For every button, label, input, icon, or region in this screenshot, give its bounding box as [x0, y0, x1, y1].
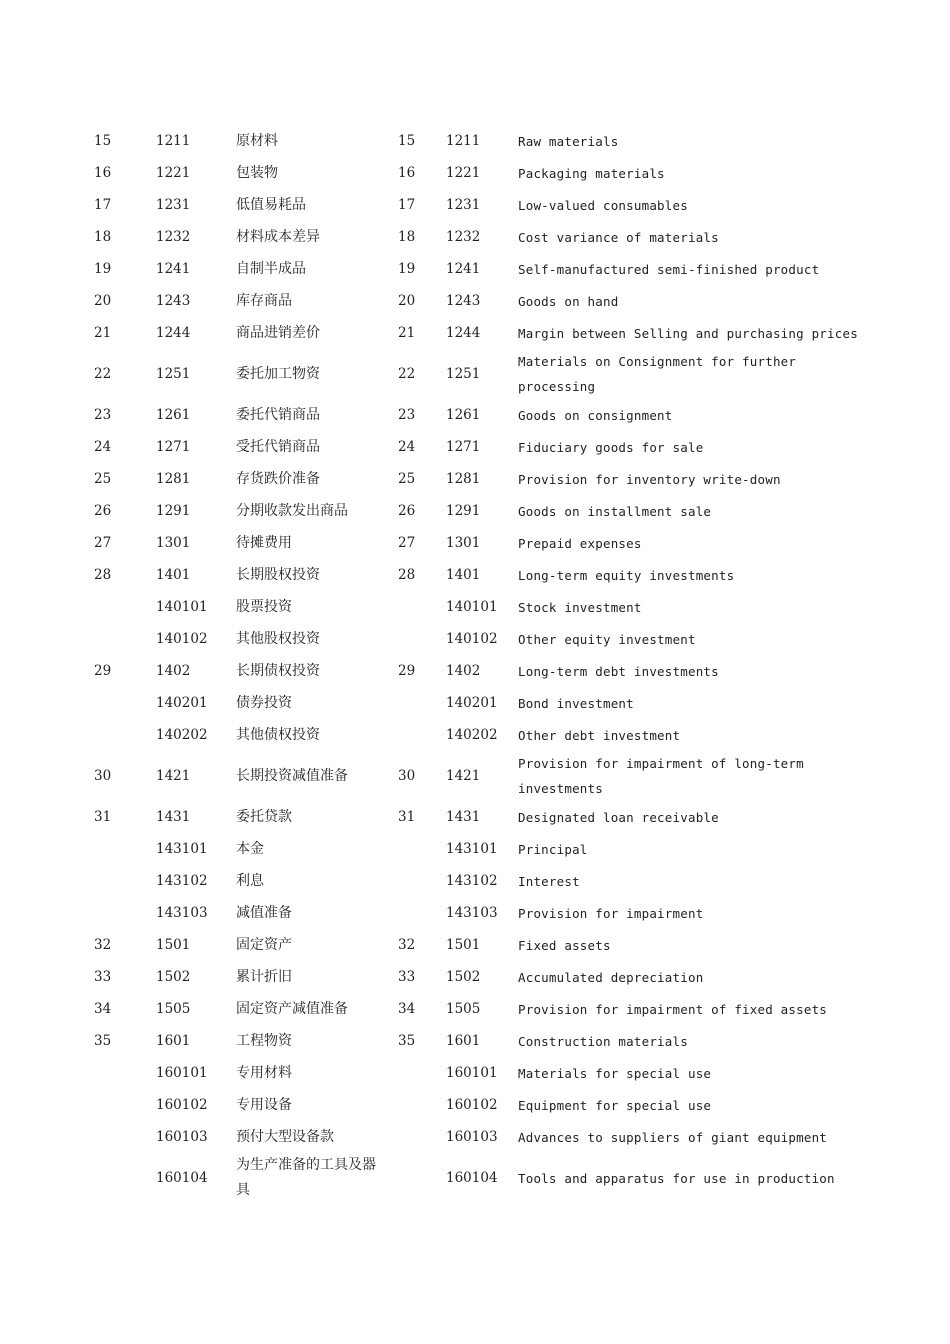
account-code-en: 160104 — [446, 1169, 498, 1186]
account-number-en: 21 — [398, 324, 416, 341]
account-name-en: Fixed assets — [518, 937, 611, 953]
account-code-cn: 1232 — [156, 228, 191, 245]
account-name-en: Accumulated depreciation — [518, 969, 704, 985]
table-row — [80, 189, 880, 221]
account-name-cn: 委托贷款 — [236, 808, 292, 825]
account-name-en: Self-manufactured semi-finished product — [518, 261, 820, 277]
table-row — [80, 1153, 880, 1203]
table-row — [80, 897, 880, 929]
account-number-en: 19 — [398, 260, 416, 277]
account-number-en: 22 — [398, 365, 416, 382]
account-number-cn: 20 — [94, 292, 112, 309]
account-code-en: 1244 — [446, 324, 481, 341]
account-name-en: Long-term debt investments — [518, 663, 719, 679]
table-row — [80, 1057, 880, 1089]
account-name-cn: 预付大型设备款 — [236, 1128, 334, 1145]
account-number-cn: 27 — [94, 534, 112, 551]
account-code-en: 1271 — [446, 438, 481, 455]
account-name-cn: 股票投资 — [236, 598, 292, 615]
account-code-cn: 140201 — [156, 694, 208, 711]
account-name-cn: 长期债权投资 — [236, 662, 320, 679]
account-name-en: Goods on consignment — [518, 407, 673, 423]
account-code-cn: 143101 — [156, 840, 208, 857]
account-name-en: Designated loan receivable — [518, 809, 719, 825]
account-code-en: 143102 — [446, 872, 498, 889]
table-row — [80, 1121, 880, 1153]
account-number-en: 33 — [398, 968, 416, 985]
table-row — [80, 399, 880, 431]
account-name-en: Low-valued consumables — [518, 197, 688, 213]
account-code-en: 1401 — [446, 566, 481, 583]
table-row — [80, 591, 880, 623]
account-name-en: Other equity investment — [518, 631, 696, 647]
account-code-en: 1261 — [446, 406, 481, 423]
table-row — [80, 157, 880, 189]
account-number-cn: 35 — [94, 1032, 112, 1049]
account-code-en: 1241 — [446, 260, 481, 277]
account-name-cn: 自制半成品 — [236, 260, 306, 277]
account-number-cn: 34 — [94, 1000, 112, 1017]
account-name-cn: 工程物资 — [236, 1032, 292, 1049]
account-name-cn: 本金 — [236, 840, 264, 857]
table-row — [80, 655, 880, 687]
table-row — [80, 929, 880, 961]
account-name-en: Materials on Consignment for further processing — [518, 354, 797, 394]
account-code-en: 160102 — [446, 1096, 498, 1113]
account-number-cn: 25 — [94, 470, 112, 487]
account-number-cn: 28 — [94, 566, 112, 583]
account-number-cn: 22 — [94, 365, 112, 382]
account-code-en: 1505 — [446, 1000, 481, 1017]
account-number-cn: 32 — [94, 936, 112, 953]
account-name-en: Goods on hand — [518, 293, 619, 309]
account-name-en: Materials for special use — [518, 1065, 712, 1081]
account-name-cn: 累计折旧 — [236, 968, 292, 985]
account-code-en: 1243 — [446, 292, 481, 309]
account-name-cn: 长期投资减值准备 — [236, 767, 348, 784]
account-code-en: 143101 — [446, 840, 498, 857]
account-name-en: Other debt investment — [518, 727, 681, 743]
account-code-cn: 140202 — [156, 726, 208, 743]
account-code-cn: 160103 — [156, 1128, 208, 1145]
account-code-cn: 1291 — [156, 502, 191, 519]
account-name-en: Margin between Selling and purchasing prices — [518, 325, 858, 341]
account-number-en: 20 — [398, 292, 416, 309]
account-name-cn: 减值准备 — [236, 904, 292, 921]
account-code-cn: 160104 — [156, 1169, 208, 1186]
account-code-cn: 1502 — [156, 968, 191, 985]
account-number-en: 25 — [398, 470, 416, 487]
account-name-en: Provision for inventory write-down — [518, 471, 781, 487]
account-code-en: 140102 — [446, 630, 498, 647]
account-number-cn: 19 — [94, 260, 112, 277]
account-code-cn: 160102 — [156, 1096, 208, 1113]
table-row — [80, 317, 880, 349]
account-code-en: 140202 — [446, 726, 498, 743]
account-name-en: Packaging materials — [518, 165, 665, 181]
table-row — [80, 527, 880, 559]
account-code-cn: 1402 — [156, 662, 191, 679]
account-name-cn: 其他债权投资 — [236, 726, 320, 743]
account-code-cn: 143103 — [156, 904, 208, 921]
table-row — [80, 285, 880, 317]
account-code-cn: 1244 — [156, 324, 191, 341]
account-code-cn: 1281 — [156, 470, 191, 487]
account-code-cn: 160101 — [156, 1064, 208, 1081]
account-number-cn: 21 — [94, 324, 112, 341]
table-row — [80, 221, 880, 253]
account-number-cn: 18 — [94, 228, 112, 245]
account-name-cn: 专用材料 — [236, 1064, 292, 1081]
account-name-en: Prepaid expenses — [518, 535, 642, 551]
account-code-en: 140201 — [446, 694, 498, 711]
account-number-cn: 29 — [94, 662, 112, 679]
account-name-cn: 商品进销差价 — [236, 324, 320, 341]
table-row — [80, 961, 880, 993]
account-name-cn: 委托代销商品 — [236, 406, 320, 423]
table-row — [80, 1025, 880, 1057]
account-code-cn: 1601 — [156, 1032, 191, 1049]
account-name-cn: 固定资产减值准备 — [236, 1000, 348, 1017]
account-code-en: 1601 — [446, 1032, 481, 1049]
table-row — [80, 559, 880, 591]
account-code-cn: 1251 — [156, 365, 191, 382]
account-name-cn: 受托代销商品 — [236, 438, 320, 455]
account-number-cn: 15 — [94, 132, 112, 149]
account-name-cn: 债券投资 — [236, 694, 292, 711]
account-code-en: 1402 — [446, 662, 481, 679]
account-code-cn: 1221 — [156, 164, 191, 181]
account-name-en: Interest — [518, 873, 580, 889]
account-number-cn: 24 — [94, 438, 112, 455]
account-name-en: Stock investment — [518, 599, 642, 615]
account-name-en: Advances to suppliers of giant equipment — [518, 1129, 828, 1145]
account-name-cn: 包装物 — [236, 164, 278, 181]
account-name-cn: 委托加工物资 — [236, 365, 320, 382]
table-row — [80, 349, 880, 399]
account-name-cn: 专用设备 — [236, 1096, 292, 1113]
account-code-en: 140101 — [446, 598, 498, 615]
account-name-en: Provision for impairment — [518, 905, 704, 921]
table-row — [80, 865, 880, 897]
account-code-cn: 1241 — [156, 260, 191, 277]
account-number-cn: 17 — [94, 196, 112, 213]
account-number-en: 18 — [398, 228, 416, 245]
table-row — [80, 687, 880, 719]
account-name-en: Long-term equity investments — [518, 567, 735, 583]
table-row — [80, 125, 880, 157]
account-code-cn: 1501 — [156, 936, 191, 953]
account-name-en: Bond investment — [518, 695, 634, 711]
account-number-en: 35 — [398, 1032, 416, 1049]
account-name-cn: 分期收款发出商品 — [236, 502, 348, 519]
account-name-en: Raw materials — [518, 133, 619, 149]
account-code-cn: 1505 — [156, 1000, 191, 1017]
account-name-cn: 原材料 — [236, 132, 278, 149]
account-name-en: Principal — [518, 841, 588, 857]
account-code-en: 143103 — [446, 904, 498, 921]
account-name-en: Equipment for special use — [518, 1097, 712, 1113]
account-code-en: 1501 — [446, 936, 481, 953]
table-row — [80, 463, 880, 495]
account-code-en: 1301 — [446, 534, 481, 551]
account-name-cn: 低值易耗品 — [236, 196, 306, 213]
account-name-cn: 固定资产 — [236, 936, 292, 953]
account-code-cn: 1421 — [156, 767, 191, 784]
account-code-cn: 1401 — [156, 566, 191, 583]
account-number-en: 16 — [398, 164, 416, 181]
accounts-table — [80, 125, 880, 1203]
account-name-en: Fiduciary goods for sale — [518, 439, 704, 455]
account-code-cn: 1243 — [156, 292, 191, 309]
account-code-cn: 140102 — [156, 630, 208, 647]
account-code-cn: 1431 — [156, 808, 191, 825]
account-number-en: 26 — [398, 502, 416, 519]
account-number-en: 34 — [398, 1000, 416, 1017]
account-code-cn: 1301 — [156, 534, 191, 551]
account-name-cn: 长期股权投资 — [236, 566, 320, 583]
account-code-en: 1291 — [446, 502, 481, 519]
account-name-en: Cost variance of materials — [518, 229, 719, 245]
account-code-en: 1281 — [446, 470, 481, 487]
account-number-en: 30 — [398, 767, 416, 784]
account-code-cn: 1261 — [156, 406, 191, 423]
table-row — [80, 1089, 880, 1121]
account-number-cn: 33 — [94, 968, 112, 985]
account-name-cn: 存货跌价准备 — [236, 470, 320, 487]
account-code-cn: 1211 — [156, 132, 191, 149]
account-number-en: 32 — [398, 936, 416, 953]
account-code-en: 160103 — [446, 1128, 498, 1145]
table-row — [80, 751, 880, 801]
account-name-en: Tools and apparatus for use in production — [518, 1170, 835, 1186]
account-number-en: 31 — [398, 808, 416, 825]
account-name-en: Construction materials — [518, 1033, 688, 1049]
account-name-cn: 待摊费用 — [236, 534, 292, 551]
account-number-en: 17 — [398, 196, 416, 213]
account-number-cn: 31 — [94, 808, 112, 825]
table-row — [80, 993, 880, 1025]
account-name-cn: 利息 — [236, 872, 264, 889]
account-name-cn: 为生产准备的工具及器具 — [236, 1157, 376, 1198]
account-code-en: 1421 — [446, 767, 481, 784]
table-row — [80, 801, 880, 833]
account-code-en: 1502 — [446, 968, 481, 985]
account-number-en: 15 — [398, 132, 416, 149]
account-number-cn: 16 — [94, 164, 112, 181]
account-number-en: 28 — [398, 566, 416, 583]
account-code-cn: 140101 — [156, 598, 208, 615]
account-name-en: Goods on installment sale — [518, 503, 712, 519]
table-row — [80, 495, 880, 527]
table-row — [80, 719, 880, 751]
account-number-cn: 23 — [94, 406, 112, 423]
table-row — [80, 253, 880, 285]
account-name-cn: 库存商品 — [236, 292, 292, 309]
account-code-en: 1211 — [446, 132, 481, 149]
table-row — [80, 623, 880, 655]
account-name-cn: 其他股权投资 — [236, 630, 320, 647]
account-code-en: 1231 — [446, 196, 481, 213]
account-number-en: 24 — [398, 438, 416, 455]
table-row — [80, 833, 880, 865]
account-number-cn: 26 — [94, 502, 112, 519]
account-code-en: 160101 — [446, 1064, 498, 1081]
account-code-en: 1221 — [446, 164, 481, 181]
account-code-cn: 143102 — [156, 872, 208, 889]
account-name-cn: 材料成本差异 — [236, 228, 320, 245]
account-code-cn: 1231 — [156, 196, 191, 213]
account-number-en: 23 — [398, 406, 416, 423]
account-number-en: 29 — [398, 662, 416, 679]
account-code-en: 1232 — [446, 228, 481, 245]
account-number-en: 27 — [398, 534, 416, 551]
account-code-en: 1431 — [446, 808, 481, 825]
table-row — [80, 431, 880, 463]
account-name-en: Provision for impairment of fixed assets — [518, 1001, 828, 1017]
account-number-cn: 30 — [94, 767, 112, 784]
account-code-cn: 1271 — [156, 438, 191, 455]
account-name-en: Provision for impairment of long-term investments — [518, 756, 804, 796]
account-code-en: 1251 — [446, 365, 481, 382]
